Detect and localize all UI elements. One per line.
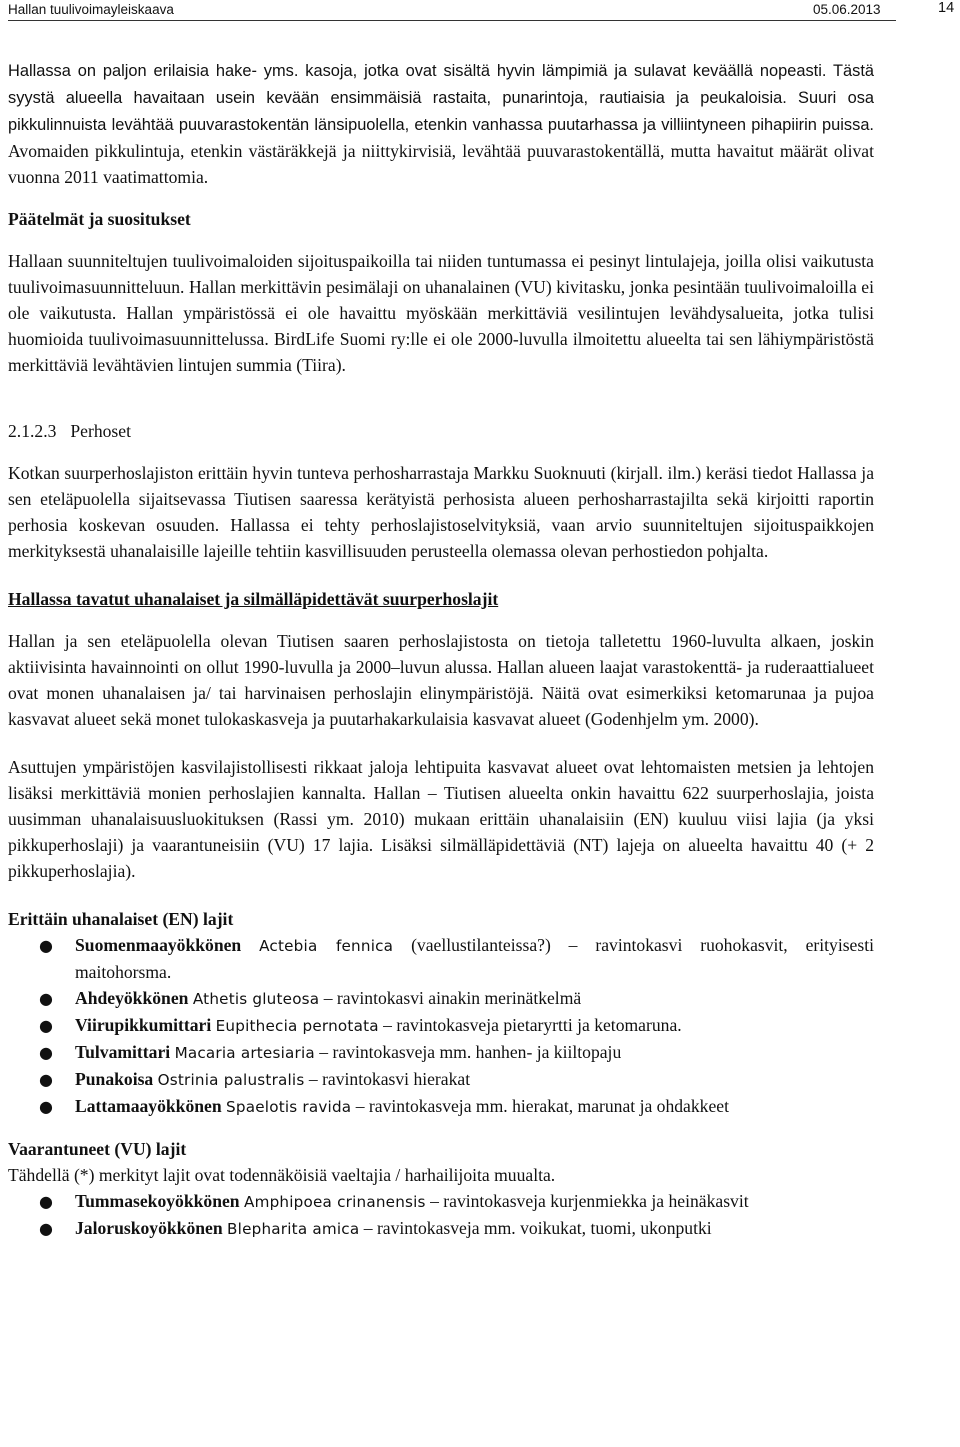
section-heading-butterflies [8, 418, 874, 444]
vu-note: Tähdellä (*) merkityt lajit ovat todennäköisiä vaeltajia / harhailijoita muualta. [8, 1165, 556, 1185]
section-title: Perhoset [70, 421, 131, 441]
page-number: 14 [938, 0, 955, 16]
species-latin: Eupithecia pernotata [215, 1017, 379, 1035]
bullet-icon: ● [39, 1016, 53, 1035]
list-item [8, 1066, 874, 1093]
bullet-icon: ● [39, 1192, 53, 1211]
species-desc: – ravintokasveja kurjenmiekka ja heinäkasvit [430, 1191, 749, 1211]
species-latin: Actebia fennica [259, 937, 394, 955]
header-rule [8, 20, 896, 21]
bullet-icon: ● [39, 1219, 53, 1238]
document-date: 05.06.2013 [813, 2, 881, 17]
species-name: Suomenmaayökkönen [75, 935, 242, 955]
species-latin: Amphipoea crinanensis [244, 1193, 426, 1211]
list-item [8, 1093, 874, 1120]
paragraph-winter-piles-part1: Hallassa on paljon erilaisia hake- yms. kasoja, jotka ovat sisältä hyvin lämpimiä ja sulavat keväällä nopeasti. Tästä syystä alueella havaitaan usein kevään ensimmäisiä rastaita, punarintoja, rautiaisia ja peukaloisia. Suuri osa pikkulinnuista levähtää puuvarastokentän länsipuolella, etenkin vanhassa puutarhassa ja villiintyneen pihapiirin puissa. [8, 62, 874, 134]
bullet-icon: ● [39, 1097, 53, 1116]
en-species-list [8, 932, 874, 1120]
bullet-icon: ● [39, 936, 53, 955]
section-number: 2.1.2.3 [8, 421, 57, 441]
species-name: Tulvamittari [75, 1042, 171, 1062]
species-latin: Ostrinia palustralis [157, 1071, 305, 1089]
paragraph-butterfly-data: Kotkan suurperhoslajiston erittäin hyvin tunteva perhosharrastaja Markku Suoknuuti (kirjall. ilm.) keräsi tiedot Hallassa ja sen eteläpuolella sijaitsevassa Tiutisen saaressa kerätyistä perhosista alueen perhosharrastajilta sekä kirjoitti raportin perhosia koskevan osuuden. Hallassa ei tehty perhoslajistoselvityksiä, vaan arvio suunniteltujen sijoituspaikkojen merkityksestä uhanalaisille lajeille tehtiin kasvillisuuden perusteella olemassa olevan perhostiedon pohjalta. [8, 463, 874, 561]
species-desc: (vaellustilanteissa?) – ravintokasvi ruohokasvit, erityisesti maitohorsma. [75, 935, 874, 982]
list-item [8, 1188, 874, 1215]
list-item [8, 1039, 874, 1066]
species-desc: – ravintokasveja mm. hierakat, marunat ja ohdakkeet [355, 1096, 729, 1116]
paragraph-winter-piles [8, 57, 874, 190]
paragraph-species-counts: Asuttujen ympäristöjen kasvilajistollisesti rikkaat jaloja lehtipuita kasvavat alueet ovat lehtomaisten metsien ja lehtojen lisäksi merkittäviä monien perhoslajien kannalta. Hallan – Tiutisen alueelta onkin havaittu 622 suurperhoslajia, joista uusimman uhanalaisuusluokituksen (Rassi ym. 2010) mukaan erittäin uhanalaisiin (EN) kuuluu viisi lajia (ja yksi pikkuperhoslaji) ja vaarantuneisiin (VU) 17 lajia. Lisäksi silmälläpidettäviä (NT) lajeja on alueelta havaittu 40 (+ 2 pikkuperhoslajia). [8, 757, 874, 881]
paragraph-habitat-history: Hallan ja sen eteläpuolella olevan Tiutisen saaren perhoslajistosta on tietoja talletettu 1960-luvulta alkaen, joskin aktiivisinta havainnointi on ollut 1990-luvulla ja 2000–luvun alussa. Hallan alueen laajat varastokenttä- ja ruderaattialueet ovat monen uhanalaisen ja/ tai harvinaisen perhoslajin elinympäristöjä. Näitä ovat esimerkiksi ketomarunaa ja pujoa kasvavat alueet sekä monet tulokaskasveja ja puutarhakarkulaisia kasvavat alueet (Godenhjelm ym. 2000). [8, 631, 874, 729]
species-desc: – ravintokasvi ainakin merinätkelmä [323, 988, 582, 1008]
species-desc: – ravintokasveja pietaryrtti ja ketomaruna. [383, 1015, 682, 1035]
page-content [8, 57, 874, 1242]
species-name: Jaloruskoyökkönen [75, 1218, 223, 1238]
list-item [8, 1012, 874, 1039]
species-desc: – ravintokasvi hierakat [308, 1069, 471, 1089]
species-latin: Spaelotis ravida [226, 1098, 352, 1116]
document-title: Hallan tuulivoimayleiskaava [8, 2, 174, 17]
species-name: Lattamaayökkönen [75, 1096, 222, 1116]
heading-conclusions: Päätelmät ja suositukset [8, 209, 191, 229]
species-latin: Athetis gluteosa [192, 990, 320, 1008]
heading-en-species: Erittäin uhanalaiset (EN) lajit [8, 909, 234, 929]
bullet-icon: ● [39, 1043, 53, 1062]
species-name: Punakoisa [75, 1069, 154, 1089]
species-desc: – ravintokasveja mm. hanhen- ja kiiltopaju [319, 1042, 622, 1062]
paragraph-winter-piles-part2: Avomaiden pikkulintuja, etenkin västäräkkejä ja niittykirvisiä, levähtää puuvarastokentällä, mutta havaitut määrät olivat vuonna 2011 vaatimattomia. [8, 141, 874, 187]
species-name: Viirupikkumittari [75, 1015, 212, 1035]
species-name: Tummasekoyökkönen [75, 1191, 240, 1211]
species-latin: Blepharita amica [227, 1220, 360, 1238]
page-header [0, 0, 960, 24]
list-item [8, 985, 874, 1012]
vu-species-list [8, 1188, 874, 1242]
species-name: Ahdeyökkönen [75, 988, 189, 1008]
species-desc: – ravintokasveja mm. voikukat, tuomi, ukonputki [363, 1218, 712, 1238]
species-latin: Macaria artesiaria [174, 1044, 315, 1062]
list-item [8, 932, 874, 985]
bullet-icon: ● [39, 1070, 53, 1089]
list-item [8, 1215, 874, 1242]
heading-vu-species: Vaarantuneet (VU) lajit [8, 1139, 187, 1159]
paragraph-conclusions: Hallaan suunniteltujen tuulivoimaloiden sijoituspaikoilla tai niiden tuntumassa ei pesinyt lintulajeja, joilla olisi vaikutusta tuulivoimasuunnitteluun. Hallan merkittävin pesimälaji on uhanalainen (VU) kivitasku, jonka pesintään tuulivoimaloilla ei ole vaikutusta. Hallan ympäristössä ei ole havaittu myöskään merkittäviä vesilintujen levähdysalueita, jotka tulisi huomioida tuulivoimasuunnittelussa. BirdLife Suomi ry:lle ei ole 2000-luvulla ilmoitettu alueelta tai sen lähiympäristöstä merkittäviä levähtävien lintujen summia (Tiira). [8, 251, 874, 375]
bullet-icon: ● [39, 989, 53, 1008]
heading-threatened-species: Hallassa tavatut uhanalaiset ja silmälläpidettävät suurperhoslajit [8, 589, 499, 609]
